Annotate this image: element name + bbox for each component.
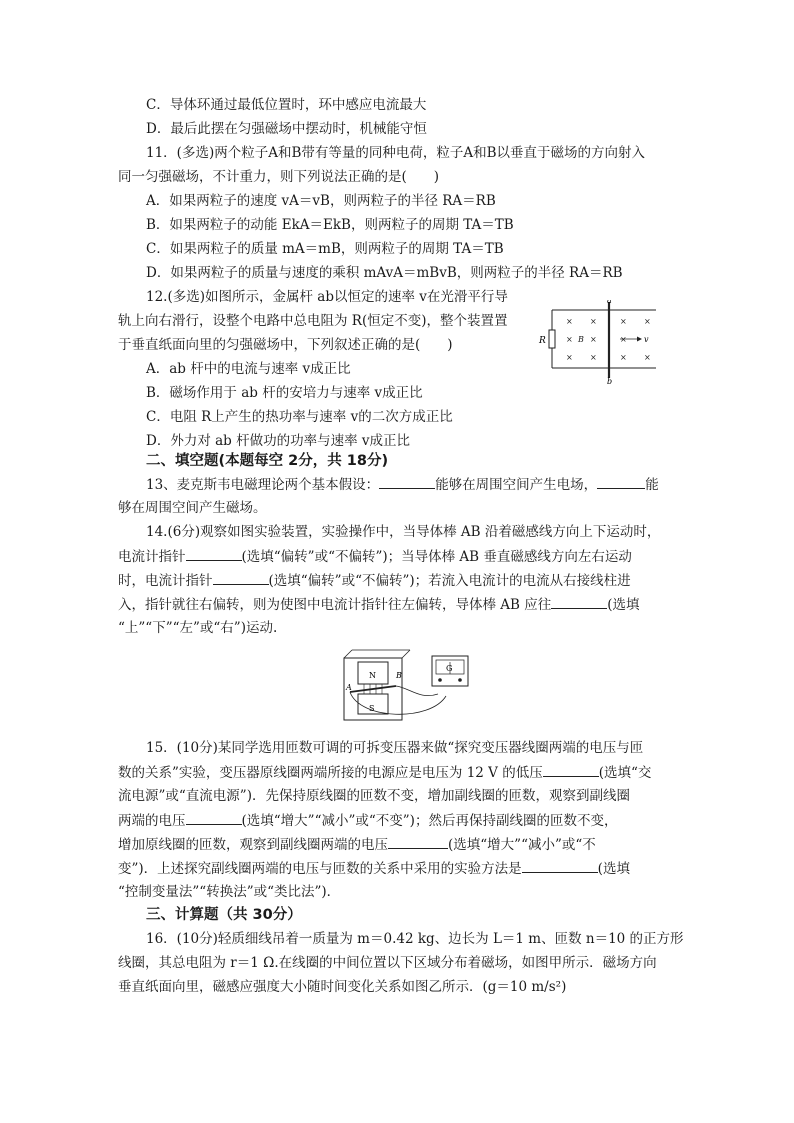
galvanometer-label: G xyxy=(446,664,453,673)
field-cross: × xyxy=(590,317,597,326)
field-cross: × xyxy=(620,335,627,344)
q11-option-b: B．如果两粒子的动能 EkA＝EkB，则两粒子的周期 TA＝TB xyxy=(146,217,514,233)
velocity-label: v xyxy=(644,335,649,344)
field-cross: × xyxy=(590,335,597,344)
q13-line2: 够在周围空间产生磁场。 xyxy=(118,500,267,516)
rod-label-b: B xyxy=(396,671,402,680)
q13-blank-2[interactable] xyxy=(597,474,645,489)
q11-stem-line2: 同一匀强磁场，不计重力，则下列说法正确的是( ) xyxy=(118,169,440,185)
q16-line3: 垂直纸面向里，磁感应强度大小随时间变化关系如图乙所示．(g＝10 m/s²) xyxy=(118,979,567,995)
q12-stem-line1: 12.(多选)如图所示，金属杆 ab以恒定的速率 v在光滑平行导 xyxy=(146,289,508,305)
table-back-edge xyxy=(344,650,352,658)
q15-line1: 15．(10分)某同学选用匝数可调的可拆变压器来做“探究变压器线圈两端的电压与匝 xyxy=(146,740,644,756)
velocity-arrowhead xyxy=(637,337,642,342)
q15-line6: 变”)．上述探究副线圈两端的电压与匝数的关系中采用的实验方法是 (选填 xyxy=(118,858,630,879)
field-cross: × xyxy=(566,353,573,362)
q15-blank-4[interactable] xyxy=(522,858,598,873)
magnet-label-s: S xyxy=(369,704,375,713)
section-3-title: 三、计算题（共 30分） xyxy=(146,907,302,923)
q14-blank-3[interactable] xyxy=(551,594,607,609)
q15-blank-3[interactable] xyxy=(388,834,448,849)
rod-label-a: A xyxy=(346,683,352,692)
q10-option-c: C．导体环通过最低位置时，环中感应电流最大 xyxy=(146,97,427,113)
q12-stem-line3: 于垂直纸面向里的匀强磁场中，下列叙述正确的是( ) xyxy=(118,337,453,353)
q10-option-d: D．最后此摆在匀强磁场中摆动时，机械能守恒 xyxy=(146,121,427,137)
q15-blank-1[interactable] xyxy=(543,762,599,777)
magnet-label-n: N xyxy=(369,671,376,680)
q11-option-a: A．如果两粒子的速度 vA＝vB，则两粒子的半径 RA＝RB xyxy=(146,193,496,209)
q12-option-c: C．电阻 R上产生的热功率与速率 v的二次方成正比 xyxy=(146,409,453,425)
field-cross: × xyxy=(644,353,651,362)
q14-blank-2[interactable] xyxy=(213,570,269,585)
q15-line5: 增加原线圈的匝数，观察到副线圈两端的电压 (选填“增大”“减小”或“不 xyxy=(118,834,596,855)
q14-apparatus-figure xyxy=(340,648,480,724)
q13-blank-1[interactable] xyxy=(379,474,435,489)
q12-circuit-figure xyxy=(534,300,664,386)
table-back-edge xyxy=(402,650,410,658)
q15-line4: 两端的电压 (选填“增大”“减小”或“不变”)；然后再保持副线圈的匝数不变， xyxy=(118,810,617,831)
q12-option-b: B．磁场作用于 ab 杆的安培力与速率 v成正比 xyxy=(146,385,423,401)
resistor xyxy=(549,330,555,348)
q15-line7: “控制变量法”“转换法”或“类比法”)． xyxy=(118,884,341,900)
field-cross: × xyxy=(566,335,573,344)
q15-line2: 数的关系”实验，变压器原线圈两端所接的电源应是电压为 12 V 的低压 (选填“交 xyxy=(118,762,651,783)
rod-label-a: a xyxy=(607,300,612,305)
q14-line2: 电流计指针 (选填“偏转”或“不偏转”)；当导体棒 AB 垂直磁感线方向左右运动 xyxy=(118,546,632,567)
rod-label-b: b xyxy=(607,377,613,386)
q16-line1: 16．(10分)轻质细线吊着一质量为 m＝0.42 kg、边长为 L＝1 m、匝数 n＝10 的正方形 xyxy=(146,931,684,947)
q11-option-d: D．如果两粒子的质量与速度的乘积 mAvA＝mBvB，则两粒子的半径 RA＝RB xyxy=(146,265,623,281)
q11-option-c: C．如果两粒子的质量 mA＝mB，则两粒子的周期 TA＝TB xyxy=(146,241,504,257)
q15-line3: 流电源”或“直流电源”)．先保持原线圈的匝数不变，增加副线圈的匝数，观察到副线圈 xyxy=(118,788,630,804)
field-cross: × xyxy=(620,317,627,326)
q12-stem-line2: 轨上向右滑行，设整个电路中总电阻为 R(恒定不变)，整个装置置 xyxy=(118,313,508,329)
field-label-b: B xyxy=(578,335,584,344)
q14-line4: 入，指针就往右偏转，则为使图中电流计指针往左偏转，导体棒 AB 应往 (选填 xyxy=(118,594,640,615)
q14-line1: 14.(6分)观察如图实验装置，实验操作中，当导体棒 AB 沿着磁感线方向上下运动时， xyxy=(146,524,661,540)
galvanometer-terminal xyxy=(438,678,442,682)
field-cross: × xyxy=(590,353,597,362)
q14-line5: “上”“下”“左”或“右”)运动. xyxy=(118,620,278,636)
galvanometer-terminal xyxy=(458,678,462,682)
q11-stem-line1: 11．(多选)两个粒子A和B带有等量的同种电荷，粒子A和B以垂直于磁场的方向射入 xyxy=(146,145,646,161)
field-cross: × xyxy=(566,317,573,326)
field-cross: × xyxy=(620,353,627,362)
q16-line2: 线圈，其总电阻为 r＝1 Ω.在线圈的中间位置以下区域分布着磁场，如图甲所示．磁场方向 xyxy=(118,955,657,971)
section-2-title: 二、填空题(本题每空 2分，共 18分) xyxy=(146,453,389,469)
q14-blank-1[interactable] xyxy=(186,546,242,561)
q12-option-d: D．外力对 ab 杆做功的功率与速率 v成正比 xyxy=(146,433,411,449)
field-cross: × xyxy=(644,317,651,326)
q13-line1: 13、麦克斯韦电磁理论两个基本假设： 能够在周围空间产生电场， 能 xyxy=(146,474,659,495)
q14-line3: 时，电流计指针 (选填“偏转”或“不偏转”)；若流入电流计的电流从右接线柱进 xyxy=(118,570,631,591)
q12-option-a: A．ab 杆中的电流与速率 v成正比 xyxy=(146,361,351,377)
q15-blank-2[interactable] xyxy=(186,810,242,825)
resistor-label: R xyxy=(539,336,546,346)
